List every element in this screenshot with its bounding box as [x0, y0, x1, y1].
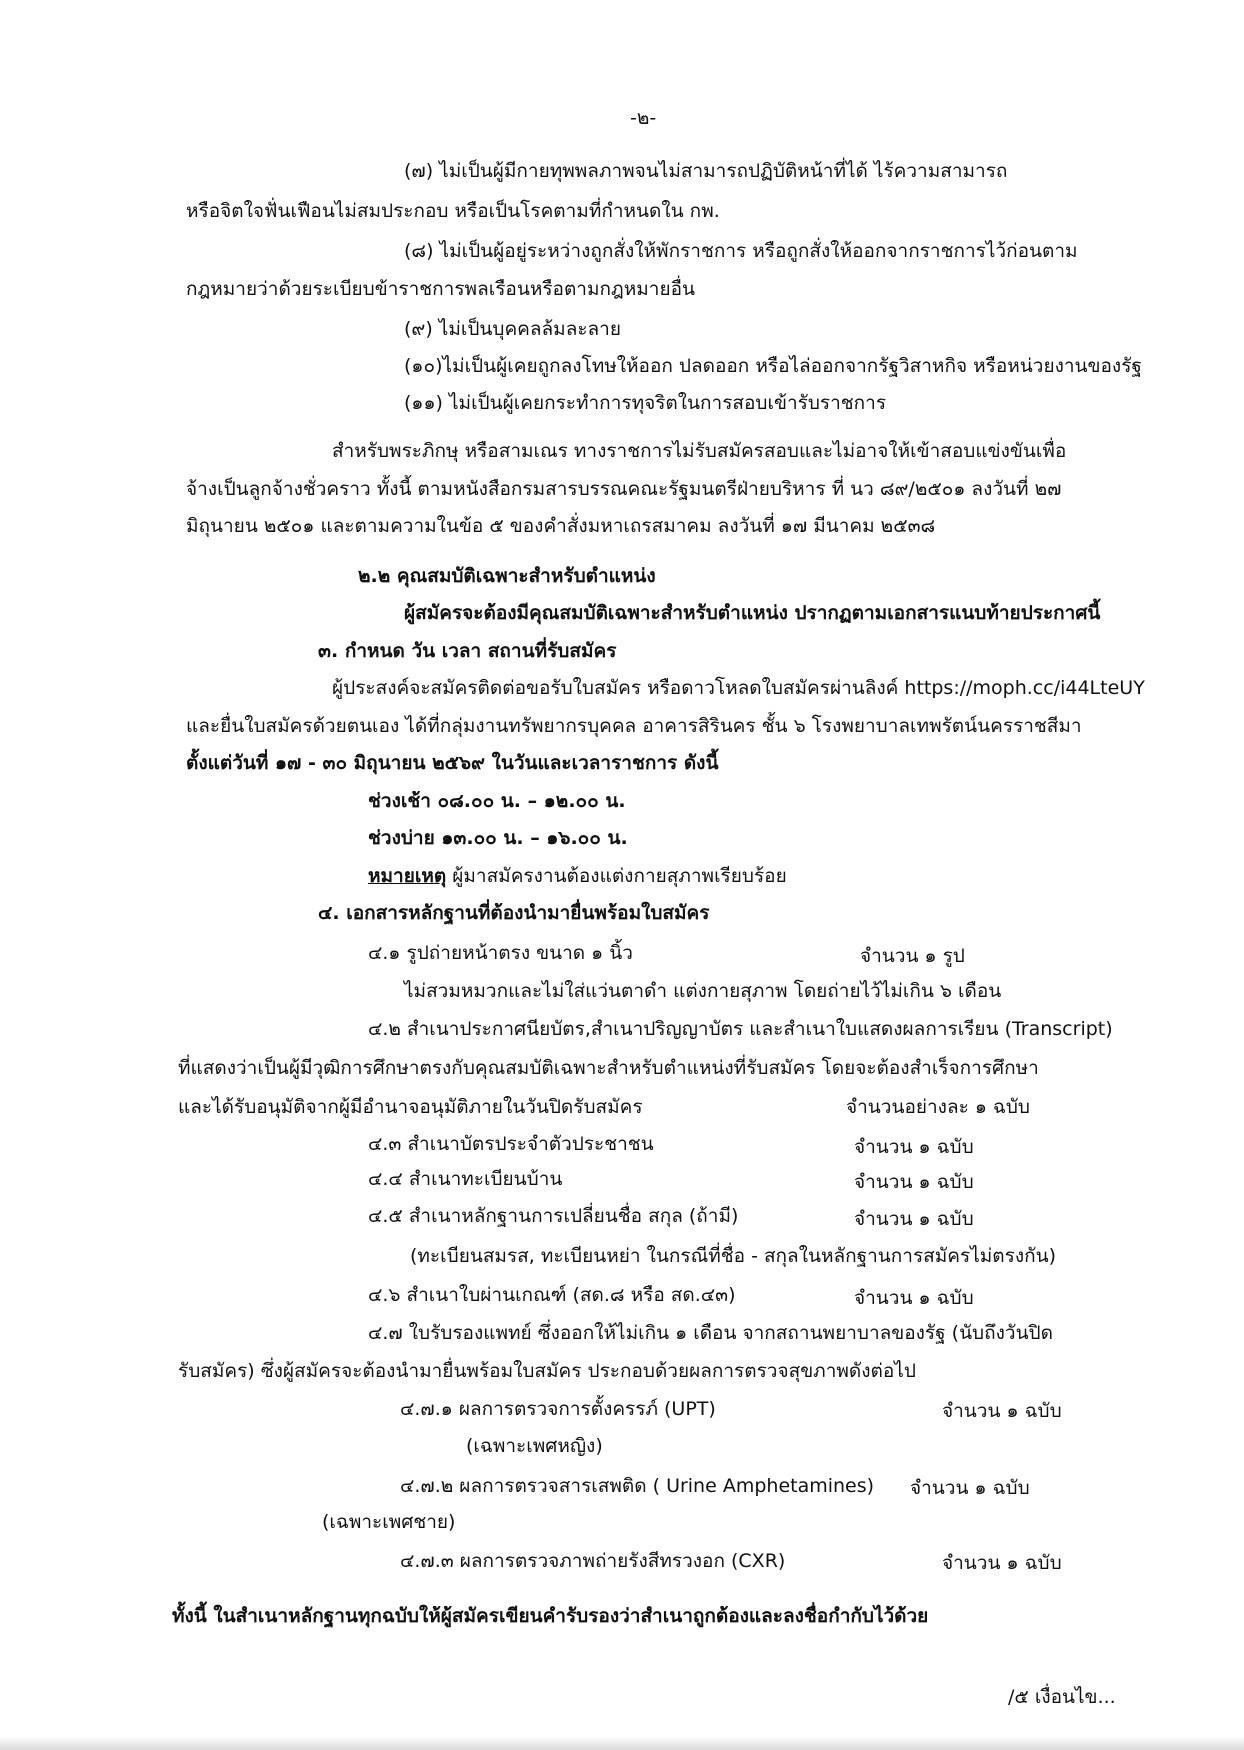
- monk-paragraph-line-1: สำหรับพระภิกษุ หรือสามเณร ทางราชการไม่รับสมัครสอบและไม่อาจให้เข้าสอบแข่งขันเพื่อ: [332, 440, 1067, 462]
- note-text: ผู้มาสมัครงานต้องแต่งกายสุภาพเรียบร้อย: [446, 865, 787, 887]
- item-4-5-quantity: จำนวน ๑ ฉบับ: [854, 1208, 974, 1230]
- page-number: -๒-: [630, 107, 657, 129]
- note-line: [368, 865, 787, 888]
- item-4-2-quantity: จำนวนอย่างละ ๑ ฉบับ: [846, 1096, 1030, 1118]
- monk-paragraph-line-2: จ้างเป็นลูกจ้างชั่วคราว ทั้งนี้ ตามหนังสือกรมสารบรรณคณะรัฐมนตรีฝ่ายบริหาร ที่ นว ๘๙/๒๕๐๑ ลงวันที่ ๒๗: [186, 478, 1062, 500]
- item-4-1-note: ไม่สวมหมวกและไม่ใส่แว่นตาดำ แต่งกายสุภาพ โดยถ่ายไว้ไม่เกิน ๖ เดือน: [404, 980, 1002, 1002]
- section-3-line-3: ตั้งแต่วันที่ ๑๗ - ๓๐ มิถุนายน ๒๕๖๙ ในวันและเวลาราชการ ดังนี้: [186, 752, 719, 774]
- afternoon-hours: ช่วงบ่าย ๑๓.๐๐ น. – ๑๖.๐๐ น.: [368, 827, 628, 849]
- section-4-heading: ๔. เอกสารหลักฐานที่ต้องนำมายื่นพร้อมใบสมัคร: [318, 902, 710, 924]
- item-4-1: ๔.๑ รูปถ่ายหน้าตรง ขนาด ๑ นิ้ว: [368, 942, 633, 964]
- item-4-7-line-1: ๔.๗ ใบรับรองแพทย์ ซึ่งออกให้ไม่เกิน ๑ เดือน จากสถานพยาบาลของรัฐ (นับถึงวันปิด: [368, 1322, 1053, 1344]
- item-4-7-2-note: (เฉพาะเพศชาย): [322, 1511, 456, 1533]
- morning-hours: ช่วงเช้า ๐๘.๐๐ น. – ๑๒.๐๐ น.: [368, 790, 626, 812]
- qualification-7-line-1: (๗) ไม่เป็นผู้มีกายทุพพลภาพจนไม่สามารถปฏิบัติหน้าที่ได้ ไร้ความสามารถ: [404, 160, 1008, 182]
- qualification-8-line-1: (๘) ไม่เป็นผู้อยู่ระหว่างถูกสั่งให้พักราชการ หรือถูกสั่งให้ออกจากราชการไว้ก่อนตาม: [404, 240, 1078, 262]
- section-3-heading: ๓. กำหนด วัน เวลา สถานที่รับสมัคร: [318, 640, 617, 662]
- qualification-8-line-2: กฎหมายว่าด้วยระเบียบข้าราชการพลเรือนหรือตามกฎหมายอื่น: [186, 278, 696, 300]
- qualification-10: (๑๐)ไม่เป็นผู้เคยถูกลงโทษให้ออก ปลดออก หรือไล่ออกจากรัฐวิสาหกิจ หรือหน่วยงานของรัฐ: [404, 355, 1142, 377]
- item-4-7-3-quantity: จำนวน ๑ ฉบับ: [942, 1552, 1062, 1574]
- certification-note: ทั้งนี้ ในสำเนาหลักฐานทุกฉบับให้ผู้สมัครเขียนคำรับรองว่าสำเนาถูกต้องและลงชื่อกำกับไว้ด้วย: [172, 1605, 929, 1627]
- item-4-4: ๔.๔ สำเนาทะเบียนบ้าน: [368, 1168, 563, 1190]
- item-4-7-1-note: (เฉพาะเพศหญิง): [466, 1435, 603, 1457]
- item-4-5: ๔.๕ สำเนาหลักฐานการเปลี่ยนชื่อ สกุล (ถ้ามี): [368, 1205, 739, 1227]
- item-4-1-quantity: จำนวน ๑ รูป: [860, 945, 965, 967]
- item-4-6: ๔.๖ สำเนาใบผ่านเกณฑ์ (สด.๘ หรือ สด.๔๓): [368, 1284, 736, 1306]
- qualification-9: (๙) ไม่เป็นบุคคลล้มละลาย: [404, 318, 621, 340]
- section-2-2-heading: ๒.๒ คุณสมบัติเฉพาะสำหรับตำแหน่ง: [358, 565, 656, 587]
- continued-footer: /๕ เงื่อนไข...: [1008, 1686, 1116, 1708]
- item-4-7-1: ๔.๗.๑ ผลการตรวจการตั้งครรภ์ (UPT): [400, 1398, 716, 1420]
- note-label: หมายเหตุ: [368, 865, 447, 887]
- page-bottom-edge: [0, 1736, 1244, 1750]
- item-4-3: ๔.๓ สำเนาบัตรประจำตัวประชาชน: [368, 1133, 654, 1155]
- qualification-7-line-2: หรือจิตใจฟั่นเฟือนไม่สมประกอบ หรือเป็นโรคตามที่กำหนดใน กพ.: [186, 200, 720, 222]
- item-4-5-note: (ทะเบียนสมรส, ทะเบียนหย่า ในกรณีที่ชื่อ - สกุลในหลักฐานการสมัครไม่ตรงกัน): [410, 1245, 1056, 1267]
- item-4-7-2-quantity: จำนวน ๑ ฉบับ: [910, 1477, 1030, 1499]
- section-2-2-body: ผู้สมัครจะต้องมีคุณสมบัติเฉพาะสำหรับตำแหน่ง ปรากฏตามเอกสารแนบท้ายประกาศนี้: [404, 602, 1101, 624]
- item-4-2-line-1: ๔.๒ สำเนาประกาศนียบัตร,สำเนาปริญญาบัตร และสำเนาใบแสดงผลการเรียน (Transcript): [368, 1018, 1113, 1040]
- item-4-4-quantity: จำนวน ๑ ฉบับ: [854, 1171, 974, 1193]
- item-4-7-line-2: รับสมัคร) ซึ่งผู้สมัครจะต้องนำมายื่นพร้อมใบสมัคร ประกอบด้วยผลการตรวจสุขภาพดังต่อไป: [178, 1360, 916, 1382]
- item-4-3-quantity: จำนวน ๑ ฉบับ: [854, 1136, 974, 1158]
- qualification-11: (๑๑) ไม่เป็นผู้เคยกระทำการทุจริตในการสอบเข้ารับราชการ: [404, 392, 887, 414]
- item-4-2-line-2: ที่แสดงว่าเป็นผู้มีวุฒิการศึกษาตรงกับคุณสมบัติเฉพาะสำหรับตำแหน่งที่รับสมัคร โดยจะต้องสำเร็จการศึกษา: [178, 1057, 1039, 1079]
- section-3-line-2: และยื่นใบสมัครด้วยตนเอง ได้ที่กลุ่มงานทรัพยากรบุคคล อาคารสิรินคร ชั้น ๖ โรงพยาบาลเทพรัตน์นครราชสีมา: [186, 715, 1082, 737]
- item-4-6-quantity: จำนวน ๑ ฉบับ: [854, 1287, 974, 1309]
- item-4-7-1-quantity: จำนวน ๑ ฉบับ: [942, 1400, 1062, 1422]
- item-4-2-line-3: และได้รับอนุมัติจากผู้มีอำนาจอนุมัติภายในวันปิดรับสมัคร: [178, 1096, 643, 1118]
- monk-paragraph-line-3: มิถุนายน ๒๕๐๑ และตามความในข้อ ๕ ของคำสั่งมหาเถรสมาคม ลงวันที่ ๑๗ มีนาคม ๒๕๓๘: [186, 515, 936, 537]
- item-4-7-3: ๔.๗.๓ ผลการตรวจภาพถ่ายรังสีทรวงอก (CXR): [400, 1550, 786, 1572]
- item-4-7-2: ๔.๗.๒ ผลการตรวจสารเสพติด ( Urine Amphetamines): [400, 1475, 875, 1497]
- section-3-line-1: ผู้ประสงค์จะสมัครติดต่อขอรับใบสมัคร หรือดาวโหลดใบสมัครผ่านลิงค์ https://moph.cc/i44LteUY: [332, 677, 1145, 699]
